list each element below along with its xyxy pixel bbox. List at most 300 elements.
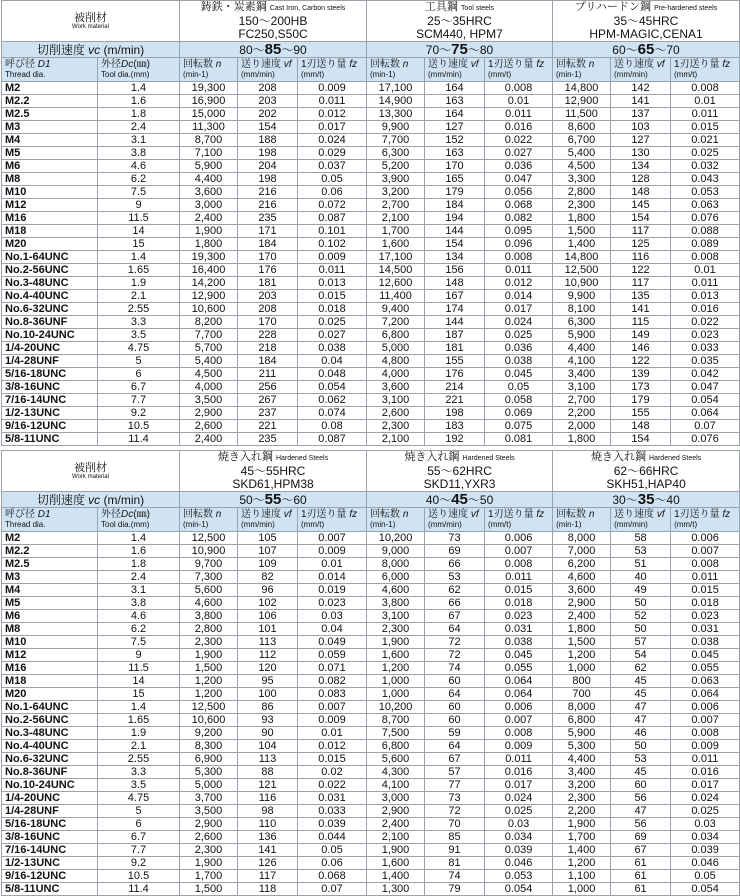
material-name-jp: 焼き入れ鋼 — [217, 451, 273, 463]
table-cell: 3,100 — [367, 610, 425, 623]
table-cell: 173 — [611, 381, 671, 394]
table-cell: 12,500 — [553, 264, 611, 277]
table-cell: 0.025 — [298, 316, 367, 329]
col-rpm — [553, 58, 611, 82]
table-cell: 67 — [611, 844, 671, 857]
table-cell: 9.2 — [98, 407, 180, 420]
thread-size: M6 — [2, 610, 98, 623]
speed-high: ～50 — [467, 492, 494, 507]
col-rpm — [180, 58, 238, 82]
table-cell: 0.068 — [298, 870, 367, 883]
table-cell: 2,400 — [180, 212, 238, 225]
col-nominal-dia-en: Thread dia. — [5, 70, 46, 79]
table-cell: 115 — [611, 316, 671, 329]
table-cell: 0.102 — [298, 238, 367, 251]
table-cell: 3,600 — [553, 584, 611, 597]
cutting-speed-jp: 切削速度 — [36, 492, 89, 507]
table-cell: 0.008 — [485, 727, 553, 740]
table-cell: 4,500 — [180, 368, 238, 381]
cutting-speed-unit: (m/min) — [100, 42, 145, 57]
table-cell: 0.011 — [298, 264, 367, 277]
table-cell: 0.012 — [298, 108, 367, 121]
table-cell: 60 — [425, 675, 485, 688]
table-cell: 16,400 — [180, 264, 238, 277]
table-cell: 4,400 — [553, 342, 611, 355]
table-cell: 0.037 — [298, 160, 367, 173]
col-rpm — [367, 58, 425, 82]
table-cell: 49 — [611, 584, 671, 597]
table-cell: 2.1 — [98, 290, 180, 303]
col-fz-unit: (mm/t) — [674, 70, 698, 79]
table-cell: 163 — [425, 95, 485, 108]
table-cell: 0.022 — [485, 134, 553, 147]
table-cell: 0.017 — [485, 779, 553, 792]
table-cell: 0.055 — [671, 662, 740, 675]
material-hardness: 55～62HRC — [427, 464, 492, 478]
table-cell: 2,800 — [180, 623, 238, 636]
col-feed — [238, 58, 298, 82]
thread-size: No.8-36UNF — [2, 766, 98, 779]
material-grades: HPM-MAGIC,CENA1 — [589, 27, 703, 41]
table-cell: 3,300 — [553, 173, 611, 186]
col-feed-var: vf — [470, 509, 479, 520]
col-fz-jp: 1刃送り量 — [674, 59, 723, 70]
table-cell: 148 — [611, 420, 671, 433]
table-cell: 0.033 — [298, 805, 367, 818]
table-cell: 0.015 — [298, 290, 367, 303]
table-cell: 0.034 — [485, 831, 553, 844]
table-cell: 5,000 — [180, 779, 238, 792]
col-rpm-unit: (min-1) — [556, 70, 582, 79]
table-cell: 228 — [238, 329, 298, 342]
thread-size: M10 — [2, 186, 98, 199]
table-cell: 10,200 — [367, 701, 425, 714]
table-cell: 1,900 — [180, 225, 238, 238]
table-row — [2, 805, 740, 818]
speed-high: ～70 — [654, 42, 680, 57]
table-cell: 135 — [611, 290, 671, 303]
col-outer-dia-en: Tool dia.(mm) — [101, 520, 150, 529]
table-cell: 125 — [611, 238, 671, 251]
thread-size: M18 — [2, 225, 98, 238]
table-cell: 19,300 — [180, 82, 238, 95]
table-cell: 0.04 — [298, 355, 367, 368]
table-cell: 154 — [425, 238, 485, 251]
table-row — [2, 251, 740, 264]
table-cell: 0.009 — [298, 714, 367, 727]
table-cell: 155 — [425, 355, 485, 368]
table-cell: 17,100 — [367, 251, 425, 264]
thread-size: No.1-64UNC — [2, 701, 98, 714]
col-fz-var: fz — [536, 59, 545, 70]
thread-size: M5 — [2, 147, 98, 160]
table-cell: 98 — [238, 805, 298, 818]
table-cell: 0.007 — [298, 532, 367, 545]
table-cell: 0.049 — [298, 636, 367, 649]
table-cell: 2,100 — [367, 433, 425, 446]
work-material-en: Work material — [72, 23, 109, 30]
table-cell: 0.006 — [671, 701, 740, 714]
table-cell: 12,500 — [180, 701, 238, 714]
col-feed-var: vf — [283, 59, 292, 70]
table-cell: 74 — [425, 870, 485, 883]
table-cell: 0.04 — [298, 623, 367, 636]
material-name-jp: 工具鋼 — [424, 1, 458, 13]
table-cell: 0.01 — [671, 264, 740, 277]
table-row — [2, 727, 740, 740]
table-cell: 192 — [425, 433, 485, 446]
thread-size: No.8-36UNF — [2, 316, 98, 329]
table-cell: 67 — [425, 610, 485, 623]
material-hardness: 62～66HRC — [613, 464, 679, 478]
table-cell: 6,200 — [553, 558, 611, 571]
table-cell: 163 — [425, 147, 485, 160]
table-cell: 8,600 — [553, 121, 611, 134]
table-cell: 6,300 — [553, 316, 611, 329]
table-cell: 73 — [425, 792, 485, 805]
thread-size: M6 — [2, 160, 98, 173]
table-cell: 0.024 — [298, 134, 367, 147]
table-cell: 0.008 — [485, 558, 553, 571]
table-cell: 2.55 — [98, 753, 180, 766]
thread-size: 3/8-16UNC — [2, 381, 98, 394]
table-cell: 1,600 — [367, 649, 425, 662]
thread-size: 5/16-18UNC — [2, 818, 98, 831]
table-cell: 81 — [425, 857, 485, 870]
column-header-row — [2, 58, 740, 82]
table-cell: 116 — [238, 792, 298, 805]
thread-size: No.3-48UNC — [2, 277, 98, 290]
thread-size: 5/8-11UNC — [2, 883, 98, 896]
table-cell: 218 — [238, 342, 298, 355]
table-row — [2, 277, 740, 290]
col-rpm-var: n — [402, 59, 409, 70]
table-cell: 2,300 — [180, 636, 238, 649]
table-cell: 0.008 — [671, 82, 740, 95]
table-cell: 110 — [238, 818, 298, 831]
table-cell: 1.4 — [98, 701, 180, 714]
table-cell: 0.011 — [485, 108, 553, 121]
table-cell: 0.019 — [298, 584, 367, 597]
table-cell: 0.05 — [298, 173, 367, 186]
table-cell: 0.01 — [671, 95, 740, 108]
table-cell: 7.5 — [98, 636, 180, 649]
col-feed-jp: 送り速度 — [428, 59, 471, 70]
table-cell: 1,200 — [553, 857, 611, 870]
speed-low: 50～ — [239, 492, 265, 507]
table-row — [2, 225, 740, 238]
table-cell: 0.023 — [485, 610, 553, 623]
table-cell: 0.02 — [298, 766, 367, 779]
table-cell: 0.015 — [298, 753, 367, 766]
material-name — [575, 1, 717, 13]
material-name — [425, 1, 494, 13]
table-cell: 69 — [611, 831, 671, 844]
col-feed-unit: (mm/min) — [241, 70, 275, 79]
table-cell: 0.069 — [485, 407, 553, 420]
col-feed-unit: (mm/min) — [428, 70, 462, 79]
table-cell: 179 — [425, 186, 485, 199]
table-cell: 0.088 — [671, 225, 740, 238]
table-cell: 174 — [425, 303, 485, 316]
table-cell: 64 — [425, 688, 485, 701]
col-rpm-jp: 回転数 — [556, 59, 589, 70]
col-fz-jp: 1刃送り量 — [488, 59, 537, 70]
table-cell: 61 — [611, 870, 671, 883]
table-cell: 145 — [611, 199, 671, 212]
col-nominal-dia-jp: 呼び径 — [5, 59, 38, 70]
table-cell: 0.027 — [485, 147, 553, 160]
table-cell: 0.063 — [671, 199, 740, 212]
table-cell: 0.014 — [298, 571, 367, 584]
table-row — [2, 303, 740, 316]
table-row — [2, 199, 740, 212]
table-cell: 0.033 — [671, 342, 740, 355]
table-cell: 4.6 — [98, 610, 180, 623]
table-cell: 1,500 — [553, 636, 611, 649]
table-cell: 700 — [553, 688, 611, 701]
table-cell: 53 — [425, 571, 485, 584]
col-outer-dia-unit: (㎜) — [133, 509, 150, 520]
table-cell: 170 — [425, 160, 485, 173]
table-cell: 122 — [611, 355, 671, 368]
table-cell: 0.022 — [298, 779, 367, 792]
cutting-speed-jp: 切削速度 — [36, 42, 89, 57]
table-cell: 1.9 — [98, 727, 180, 740]
table-cell: 0.034 — [671, 831, 740, 844]
cutting-speed-row — [2, 42, 740, 58]
table-cell: 66 — [425, 558, 485, 571]
table-cell: 1,900 — [553, 818, 611, 831]
table-row — [2, 290, 740, 303]
material-row — [2, 1, 740, 42]
table-cell: 137 — [611, 108, 671, 121]
table-row — [2, 186, 740, 199]
table-cell: 176 — [425, 368, 485, 381]
table-cell: 139 — [611, 368, 671, 381]
table-cell: 0.07 — [298, 883, 367, 896]
table-cell: 2,900 — [553, 597, 611, 610]
table-cell: 0.038 — [671, 636, 740, 649]
table-cell: 3.1 — [98, 584, 180, 597]
table-cell: 6.2 — [98, 623, 180, 636]
table-cell: 14 — [98, 225, 180, 238]
table-cell: 0.013 — [298, 277, 367, 290]
table-cell: 50 — [611, 740, 671, 753]
table-cell: 11.4 — [98, 433, 180, 446]
table-row — [2, 545, 740, 558]
cutting-speed-label — [2, 42, 180, 58]
table-cell: 3,400 — [553, 766, 611, 779]
table-cell: 12,500 — [180, 532, 238, 545]
table-cell: 82 — [238, 571, 298, 584]
table-cell: 122 — [611, 264, 671, 277]
table-cell: 47 — [611, 701, 671, 714]
table-cell: 11.4 — [98, 883, 180, 896]
table-cell: 117 — [611, 277, 671, 290]
table-cell: 5,600 — [367, 753, 425, 766]
table-cell: 188 — [238, 134, 298, 147]
col-nominal-dia-var: D1 — [37, 59, 51, 70]
col-fz — [485, 58, 553, 82]
col-feed-var: vf — [283, 509, 292, 520]
col-feed — [611, 508, 671, 532]
table-cell: 11,300 — [180, 121, 238, 134]
table-cell: 40 — [611, 571, 671, 584]
table-cell: 1,400 — [367, 870, 425, 883]
table-cell: 7,000 — [553, 545, 611, 558]
table-cell: 121 — [238, 779, 298, 792]
table-cell: 0.009 — [485, 740, 553, 753]
col-fz — [298, 58, 367, 82]
table-cell: 8,200 — [180, 316, 238, 329]
table-cell: 7,500 — [367, 727, 425, 740]
col-outer-dia — [98, 58, 180, 82]
table-cell: 0.035 — [671, 355, 740, 368]
thread-size: M5 — [2, 597, 98, 610]
table-cell: 6 — [98, 368, 180, 381]
thread-size: No.1-64UNC — [2, 251, 98, 264]
table-row — [2, 121, 740, 134]
thread-size: 7/16-14UNC — [2, 394, 98, 407]
table-cell: 102 — [238, 597, 298, 610]
material-grades: SKH51,HAP40 — [606, 477, 686, 491]
table-cell: 45 — [611, 675, 671, 688]
table-cell: 9 — [98, 649, 180, 662]
table-cell: 184 — [425, 199, 485, 212]
col-nominal-dia — [2, 508, 98, 532]
material-hardness: 25～35HRC — [427, 14, 492, 28]
table-cell: 0.095 — [485, 225, 553, 238]
table-cell: 2,300 — [553, 792, 611, 805]
table-cell: 90 — [238, 727, 298, 740]
table-cell: 3,100 — [367, 394, 425, 407]
table-row — [2, 792, 740, 805]
table-cell: 1,400 — [553, 844, 611, 857]
thread-size: 1/4-28UNF — [2, 355, 98, 368]
table-cell: 3,800 — [180, 610, 238, 623]
table-cell: 2,000 — [553, 420, 611, 433]
table-cell: 100 — [238, 688, 298, 701]
table-cell: 0.017 — [671, 779, 740, 792]
table-cell: 64 — [425, 623, 485, 636]
cutting-table-1 — [1, 0, 740, 446]
speed-recommended: 45 — [451, 491, 468, 508]
material-header-3 — [553, 1, 740, 42]
table-cell: 0.038 — [298, 342, 367, 355]
table-cell: 0.007 — [671, 545, 740, 558]
table-cell: 0.068 — [485, 199, 553, 212]
table-cell: 3,800 — [367, 597, 425, 610]
material-name-en: Hardened Steels — [462, 455, 515, 462]
table-cell: 2,200 — [553, 407, 611, 420]
table-row — [2, 394, 740, 407]
table-cell: 16,900 — [180, 95, 238, 108]
table-cell: 0.05 — [298, 844, 367, 857]
table-row — [2, 108, 740, 121]
col-rpm-var: n — [215, 59, 222, 70]
col-rpm-jp: 回転数 — [370, 59, 403, 70]
table-cell: 0.027 — [298, 329, 367, 342]
col-fz-var: fz — [349, 59, 358, 70]
table-cell: 164 — [425, 108, 485, 121]
table-cell: 0.074 — [298, 407, 367, 420]
table-cell: 8,100 — [553, 303, 611, 316]
table-cell: 181 — [425, 342, 485, 355]
table-cell: 14,800 — [553, 82, 611, 95]
table-cell: 183 — [425, 420, 485, 433]
table-cell: 5,700 — [180, 342, 238, 355]
table-cell: 0.039 — [671, 844, 740, 857]
table-row — [2, 532, 740, 545]
table-cell: 146 — [611, 342, 671, 355]
table-cell: 112 — [238, 649, 298, 662]
table-cell: 0.047 — [485, 173, 553, 186]
col-rpm — [180, 508, 238, 532]
table-cell: 0.046 — [671, 857, 740, 870]
table-cell: 0.006 — [485, 701, 553, 714]
table-cell: 45 — [611, 688, 671, 701]
table-cell: 176 — [238, 264, 298, 277]
table-cell: 93 — [238, 714, 298, 727]
table-cell: 96 — [238, 584, 298, 597]
thread-size: 1/2-13UNC — [2, 857, 98, 870]
thread-size: M20 — [2, 238, 98, 251]
material-name — [591, 451, 701, 463]
table-cell: 0.016 — [485, 121, 553, 134]
thread-size: 3/8-16UNC — [2, 831, 98, 844]
table-row — [2, 381, 740, 394]
table-cell: 9 — [98, 199, 180, 212]
table-cell: 2,700 — [367, 199, 425, 212]
thread-size: 5/8-11UNC — [2, 433, 98, 446]
speed-low: 70～ — [425, 42, 452, 57]
table-cell: 0.053 — [671, 186, 740, 199]
col-rpm — [367, 508, 425, 532]
table-cell: 1,800 — [553, 433, 611, 446]
col-rpm-jp: 回転数 — [370, 509, 403, 520]
table-cell: 3,000 — [367, 792, 425, 805]
table-row — [2, 675, 740, 688]
table-cell: 1.4 — [98, 251, 180, 264]
col-feed-jp: 送り速度 — [241, 59, 284, 70]
table-cell: 0.011 — [671, 571, 740, 584]
table-cell: 4,000 — [367, 368, 425, 381]
col-rpm-jp: 回転数 — [183, 59, 216, 70]
table-cell: 46 — [611, 727, 671, 740]
table-cell: 1.6 — [98, 545, 180, 558]
table-cell: 1.6 — [98, 95, 180, 108]
table-cell: 0.082 — [485, 212, 553, 225]
table-cell: 91 — [425, 844, 485, 857]
table-cell: 103 — [611, 121, 671, 134]
table-cell: 70 — [425, 818, 485, 831]
table-cell: 5,300 — [180, 766, 238, 779]
table-cell: 0.055 — [485, 662, 553, 675]
table-cell: 0.031 — [671, 623, 740, 636]
table-cell: 0.058 — [485, 394, 553, 407]
table-cell: 12,900 — [553, 95, 611, 108]
table-cell: 0.007 — [485, 545, 553, 558]
table-cell: 53 — [611, 545, 671, 558]
table-cell: 113 — [238, 636, 298, 649]
table-cell: 104 — [238, 740, 298, 753]
material-header-1 — [180, 451, 367, 492]
table-cell: 14,500 — [367, 264, 425, 277]
table-cell: 1,900 — [367, 844, 425, 857]
work-material-jp: 被削材 — [74, 461, 107, 474]
table-cell: 3.3 — [98, 766, 180, 779]
